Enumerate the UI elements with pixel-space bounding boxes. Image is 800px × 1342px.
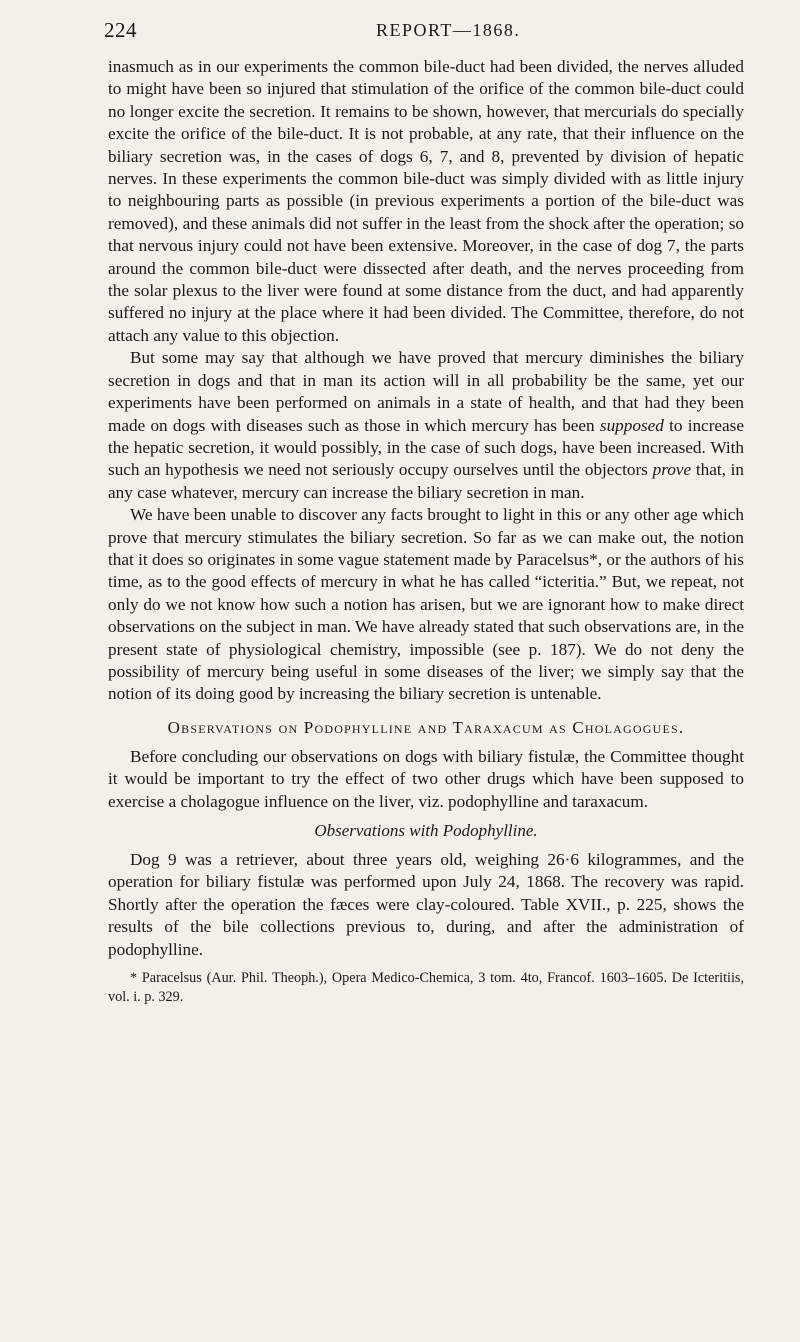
section-heading: Observations on Podophylline and Taraxacum as Cholagogues.: [167, 717, 685, 737]
paragraph-2-text-a: But some may say that although we have proved that mercury diminishes the biliary secretion in dogs and that in man its action will in all probability be the same, yet our experiments have been performed on animals in a state of health, and that had they been made on dogs with diseases such as those in which mercury has been: [108, 348, 744, 435]
subheading: Observations with Podophylline.: [314, 821, 538, 840]
paragraph-2-text-b: to increase the hepatic secretion, it would possibly, in the case of such dogs, have been increased. With such an hypothesis we need not seriously occupy ourselves until the objectors: [108, 415, 744, 480]
emphasis-supposed: supposed: [599, 415, 664, 435]
emphasis-prove: prove: [652, 460, 692, 480]
paragraph-2-text-c: that, in any case whatever, mercury can increase the biliary secretion in man.: [108, 460, 744, 502]
book-page: [104, 18, 744, 1007]
running-title: REPORT—1868.: [376, 20, 521, 40]
paragraph-1: inasmuch as in our experiments the common bile-duct had been divided, the nerves alluded to might have been so injured that stimulation of the orifice of the common bile-duct could no longer excite the secretion. It remains to be shown, however, that mercurials do specially excite the orifice of the bile-duct. It is not probable, at any rate, that their influence on the biliary secretion was, in the cases of dogs 6, 7, and 8, prevented by division of hepatic nerves. In these experiments the common bile-duct was simply divided with as little injury to neighbouring parts as possible (in previous experiments a portion of the bile-duct was removed), and these animals did not suffer in the least from the shock after the operation; so that nervous injury could not have been extensive. Moreover, in the case of dog 7, the parts around the common bile-duct were dissected after death, and the nerves proceeding from the solar plexus to the liver were found at some distance from the duct, and had apparently suffered no injury at the place where it had been divided. The Committee, therefore, do not attach any value to this objection.: [108, 57, 744, 345]
footnote: * Paracelsus (Aur. Phil. Theoph.), Opera Medico-Chemica, 3 tom. 4to, Francof. 1603–1605. De Icteritiis, vol. i. p. 329.: [108, 970, 744, 1006]
page-number: 224: [104, 18, 137, 42]
paragraph-4: Before concluding our observations on dogs with biliary fistulæ, the Committee thought it would be important to try the effect of two other drugs which have been supposed to exercise a cholagogue influence on the liver, viz. podophylline and taraxacum.: [108, 746, 744, 811]
paragraph-5: Dog 9 was a retriever, about three years old, weighing 26·6 kilogrammes, and the operation for biliary fistulæ was performed upon July 24, 1868. The recovery was rapid. Shortly after the operation the fæces were clay-coloured. Table XVII., p. 225, shows the results of the bile collections previous to, during, and after the administration of podophylline.: [108, 850, 744, 959]
paragraph-3: We have been unable to discover any facts brought to light in this or any other age which prove that mercury stimulates the biliary secretion. So far as we can make out, the notion that it does so originates in some vague statement made by Paracelsus*, or the authors of his time, as to the good effects of mercury in what he has called “icteritia.” But, we repeat, not only do we not know how such a notion has arisen, but we are ignorant how to make direct observations on the subject in man. We have already stated that such observations are, in the present state of physiological chemistry, impossible (see p. 187). We do not deny the possibility of mercury being useful in some diseases of the liver; we simply say that the notion of its doing good by increasing the biliary secretion is untenable.: [108, 505, 744, 704]
body-text: [108, 56, 744, 1007]
page-header: [104, 18, 744, 46]
paragraph-2: [108, 347, 744, 504]
